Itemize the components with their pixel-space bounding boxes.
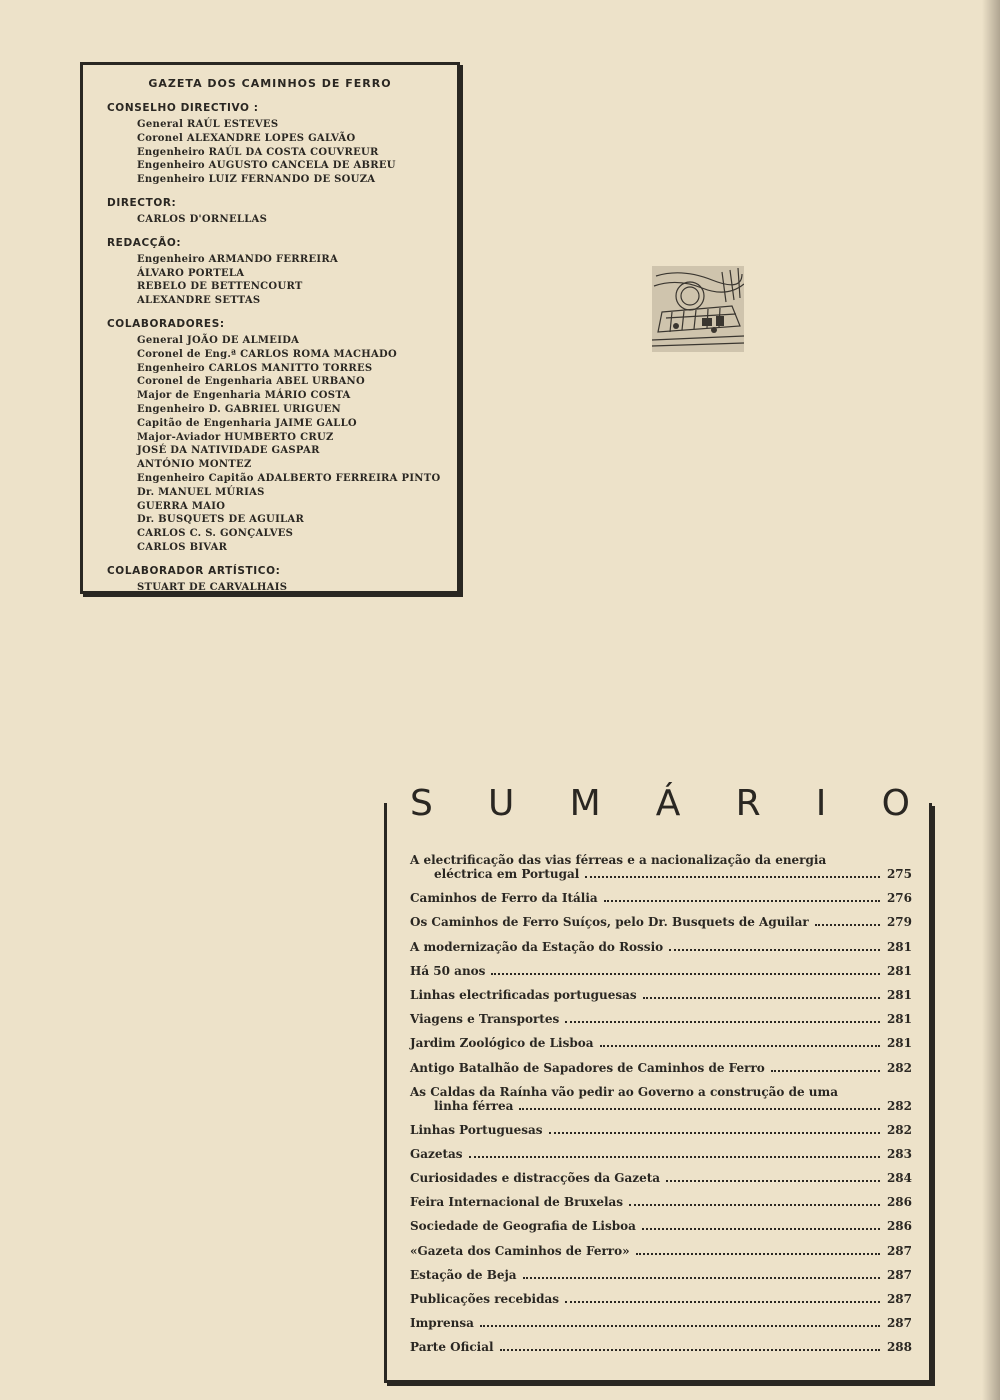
masthead-name: ALEXANDRE SETTAS <box>137 295 261 307</box>
toc-entry-title: Imprensa <box>410 1316 474 1331</box>
masthead-name: General RAÚL ESTEVES <box>137 119 279 130</box>
toc-entry-title: Estação de Beja <box>410 1267 517 1282</box>
masthead-box <box>80 62 460 594</box>
sumario-letter: I <box>815 782 827 824</box>
toc-entry <box>410 1161 912 1185</box>
masthead-section-heading: REDACÇÃO: <box>107 236 182 249</box>
toc-entry-title: Publicações recebidas <box>410 1292 559 1306</box>
toc-entry <box>410 1137 912 1161</box>
toc-entry <box>410 1282 912 1306</box>
toc-entry-page: 281 <box>886 1012 912 1027</box>
toc-leader-dots <box>549 1132 881 1134</box>
masthead-name: CARLOS BIVAR <box>137 541 228 553</box>
sumario-letter: M <box>569 782 601 824</box>
toc-entry-page: 282 <box>886 1122 912 1137</box>
toc-entry-title: Parte Oficial <box>410 1340 494 1355</box>
toc-entry-title: Caminhos de Ferro da Itália <box>410 891 598 906</box>
toc-entry <box>410 1209 912 1233</box>
toc-entry-page: 282 <box>886 1060 912 1075</box>
sumario-letter: U <box>488 782 515 824</box>
toc-entry-title: Feira Internacional de Bruxelas <box>410 1195 624 1210</box>
toc-entry-page: 281 <box>886 939 912 954</box>
toc-leader-dots <box>643 997 880 999</box>
masthead-name: ANTÓNIO MONTEZ <box>137 459 252 471</box>
masthead-name: REBELO DE BETTENCOURT <box>137 281 303 293</box>
toc-entry-page: 287 <box>886 1267 912 1282</box>
masthead-title: GAZETA DOS CAMINHOS DE FERRO <box>148 77 392 90</box>
toc-entry-title: As Caldas da Raínha vão pedir ao Governo a construção de uma <box>410 1084 839 1099</box>
toc-entry-page: 276 <box>886 891 912 906</box>
toc-entry <box>410 905 912 929</box>
masthead-section-heading: DIRECTOR: <box>107 196 177 209</box>
toc-entry-title-continued: linha férrea <box>434 1098 514 1113</box>
sumario-title <box>400 780 920 826</box>
masthead-name: STUART DE CARVALHAIS <box>137 581 288 593</box>
masthead-name: Coronel ALEXANDRE LOPES GALVÃO <box>137 132 356 144</box>
masthead-name: Dr. MANUEL MÚRIAS <box>137 486 265 498</box>
toc-entry-page: 288 <box>886 1340 912 1355</box>
toc-entry <box>410 1075 912 1113</box>
masthead-name: Capitão de Engenharia JAIME GALLO <box>137 417 357 429</box>
masthead-name-list <box>137 213 447 227</box>
masthead-name-list <box>137 334 447 555</box>
masthead-name: CARLOS C. S. GONÇALVES <box>137 528 294 540</box>
page-edge-shadow <box>982 0 1000 1400</box>
toc-leader-dots <box>629 1204 880 1206</box>
toc-entry-page: 275 <box>886 867 912 881</box>
toc-entry <box>410 929 912 953</box>
toc-leader-dots <box>565 1021 880 1023</box>
toc-entry-title-continued: eléctrica em Portugal <box>434 867 580 881</box>
toc-leader-dots <box>519 1108 880 1110</box>
toc-leader-dots <box>523 1277 880 1279</box>
toc-entry <box>410 978 912 1002</box>
toc-entry-title: Os Caminhos de Ferro Suíços, pelo Dr. Busquets de Aguilar <box>410 915 809 930</box>
masthead-section-heading: CONSELHO DIRECTIVO : <box>107 102 259 114</box>
toc-entry-title: Antigo Batalhão de Sapadores de Caminhos de Ferro <box>410 1060 765 1075</box>
toc-entry <box>410 1306 912 1330</box>
masthead-name: Engenheiro D. GABRIEL URIGUEN <box>137 403 341 415</box>
toc-entry-title: Curiosidades e distracções da Gazeta <box>410 1171 661 1186</box>
toc-entry-page: 286 <box>886 1219 912 1234</box>
sumario-letter: O <box>881 782 910 824</box>
toc-entry-page: 286 <box>886 1195 912 1210</box>
masthead-name: Dr. BUSQUETS DE AGUILAR <box>137 514 305 526</box>
masthead-name: Engenheiro CARLOS MANITTO TORRES <box>137 362 373 374</box>
toc-entry-page: 287 <box>886 1316 912 1331</box>
toc-leader-dots <box>669 949 880 951</box>
toc-leader-dots <box>565 1301 880 1303</box>
toc-leader-dots <box>600 1045 881 1047</box>
toc-entry-title: Há 50 anos <box>410 963 486 978</box>
masthead-name: Coronel de Eng.ª CARLOS ROMA MACHADO <box>137 348 398 360</box>
masthead-name-list <box>137 253 447 308</box>
railway-vignette-icon <box>652 266 744 352</box>
masthead-name: General JOÃO DE ALMEIDA <box>137 334 300 346</box>
masthead-name: CARLOS D'ORNELLAS <box>137 213 268 225</box>
masthead-name: Engenheiro AUGUSTO CANCELA DE ABREU <box>137 160 396 172</box>
masthead-name-list <box>137 118 447 187</box>
sumario-letter: Á <box>655 782 681 824</box>
toc-entry <box>410 1185 912 1209</box>
toc-entry <box>410 1050 912 1074</box>
masthead-name: Major de Engenharia MÁRIO COSTA <box>137 390 351 402</box>
toc-entry <box>410 1330 912 1354</box>
toc-entry-page: 282 <box>886 1098 912 1113</box>
toc-entry-page: 287 <box>886 1292 912 1306</box>
toc-leader-dots <box>469 1156 880 1158</box>
toc-leader-dots <box>500 1349 880 1351</box>
toc-entry <box>410 1258 912 1282</box>
toc-leader-dots <box>771 1070 880 1072</box>
masthead-name: Coronel de Engenharia ABEL URBANO <box>137 376 365 388</box>
masthead-name: ÁLVARO PORTELA <box>137 267 245 279</box>
masthead-name: JOSÉ DA NATIVIDADE GASPAR <box>137 445 320 457</box>
masthead-section-heading: COLABORADOR ARTÍSTICO: <box>107 564 281 577</box>
toc-entry <box>410 1002 912 1026</box>
masthead-name-list <box>137 581 447 595</box>
toc-leader-dots <box>815 924 880 926</box>
toc-entry-page: 279 <box>886 915 912 930</box>
masthead-name: Engenheiro ARMANDO FERREIRA <box>137 253 339 265</box>
toc-entry-title: A electrificação das vias férreas e a nacionalização da energia <box>410 853 827 867</box>
sumario-letter: S <box>410 782 433 824</box>
toc-entry-page: 283 <box>886 1146 912 1161</box>
table-of-contents <box>410 843 912 1354</box>
toc-entry-title: Viagens e Transportes <box>410 1012 560 1027</box>
masthead-sections <box>107 101 447 604</box>
toc-entry-title: Linhas Portuguesas <box>410 1122 543 1137</box>
toc-entry-page: 281 <box>886 1036 912 1051</box>
toc-entry <box>410 1026 912 1050</box>
masthead-name: GUERRA MAIO <box>137 500 226 512</box>
toc-leader-dots <box>636 1253 880 1255</box>
toc-entry-page: 281 <box>886 987 912 1002</box>
toc-entry-title: Gazetas <box>410 1146 463 1161</box>
toc-leader-dots <box>666 1180 880 1182</box>
toc-leader-dots <box>491 973 880 975</box>
toc-entry-title: Linhas electrificadas portuguesas <box>410 987 637 1002</box>
toc-entry <box>410 954 912 978</box>
toc-entry <box>410 881 912 905</box>
toc-leader-dots <box>642 1228 880 1230</box>
toc-entry-title: Sociedade de Geografia de Lisboa <box>410 1219 636 1234</box>
sumario-letter: R <box>735 782 761 824</box>
masthead-name: Major-Aviador HUMBERTO CRUZ <box>137 431 334 443</box>
toc-entry-title: Jardim Zoológico de Lisboa <box>410 1036 594 1051</box>
masthead-name: Engenheiro LUIZ FERNANDO DE SOUZA <box>137 174 376 186</box>
toc-entry <box>410 1113 912 1137</box>
toc-entry <box>410 843 912 881</box>
toc-entry <box>410 1233 912 1257</box>
masthead-name: Engenheiro RAÚL DA COSTA COUVREUR <box>137 146 379 158</box>
toc-leader-dots <box>604 900 880 902</box>
toc-entry-title: A modernização da Estação do Rossio <box>410 939 664 954</box>
toc-leader-dots <box>585 876 880 878</box>
toc-entry-page: 287 <box>886 1243 912 1258</box>
toc-entry-page: 281 <box>886 963 912 978</box>
toc-entry-page: 284 <box>886 1171 912 1186</box>
toc-leader-dots <box>480 1325 880 1327</box>
masthead-name: Engenheiro Capitão ADALBERTO FERREIRA PINTO <box>137 472 441 484</box>
masthead-section-heading: COLABORADORES: <box>107 317 225 330</box>
toc-entry-title: «Gazeta dos Caminhos de Ferro» <box>410 1243 630 1258</box>
